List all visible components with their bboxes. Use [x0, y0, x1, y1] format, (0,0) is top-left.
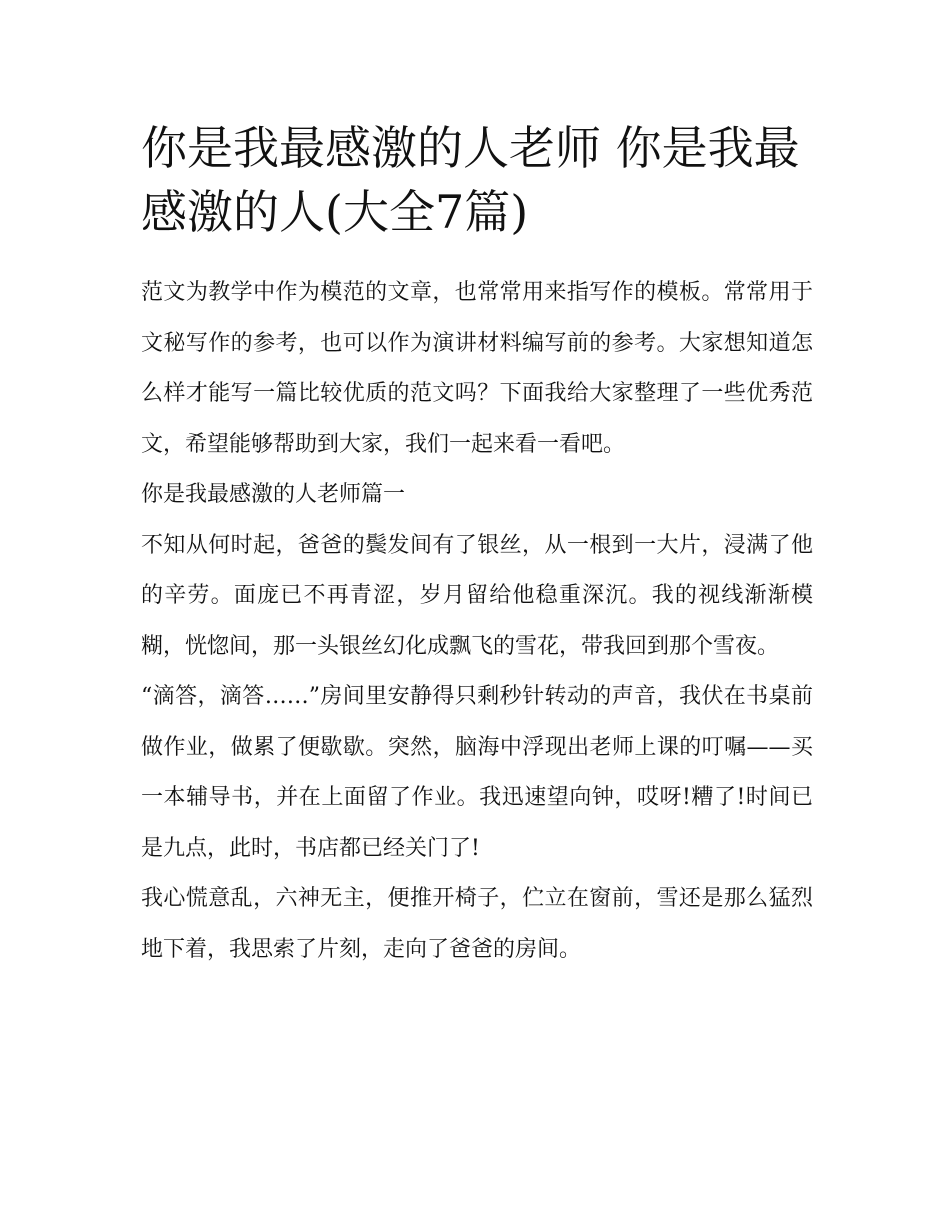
intro-paragraph: 范文为教学中作为模范的文章，也常常用来指写作的模板。常常用于文秘写作的参考，也可以作为演讲材料编写前的参考。大家想知道怎么样才能写一篇比较优质的范文吗？下面我给大家整理了一些优秀范文，希望能够帮助到大家，我们一起来看一看吧。	[141, 280, 813, 457]
section-heading: 你是我最感激的人老师篇一	[141, 482, 406, 507]
document-body	[141, 268, 813, 975]
body-paragraph: “滴答，滴答……”房间里安静得只剩秒针转动的声音，我伏在书桌前做作业，做累了便歇歇。突然，脑海中浮现出老师上课的叮嘱——买一本辅导书，并在上面留了作业。我迅速望向钟，哎呀!糟了!时间已是九点，此时，书店都已经关门了!	[141, 684, 813, 861]
body-paragraph: 不知从何时起，爸爸的鬓发间有了银丝，从一根到一大片，浸满了他的辛劳。面庞已不再青涩，岁月留给他稳重深沉。我的视线渐渐模糊，恍惚间，那一头银丝幻化成飘飞的雪花，带我回到那个雪夜。	[141, 532, 813, 659]
document-title: 你是我最感激的人老师 你是我最感激的人(大全7篇)	[141, 121, 800, 239]
body-paragraph: 我心慌意乱，六神无主，便推开椅子，伫立在窗前，雪还是那么猛烈地下着，我思索了片刻，走向了爸爸的房间。	[141, 886, 813, 962]
document-page	[141, 116, 813, 975]
